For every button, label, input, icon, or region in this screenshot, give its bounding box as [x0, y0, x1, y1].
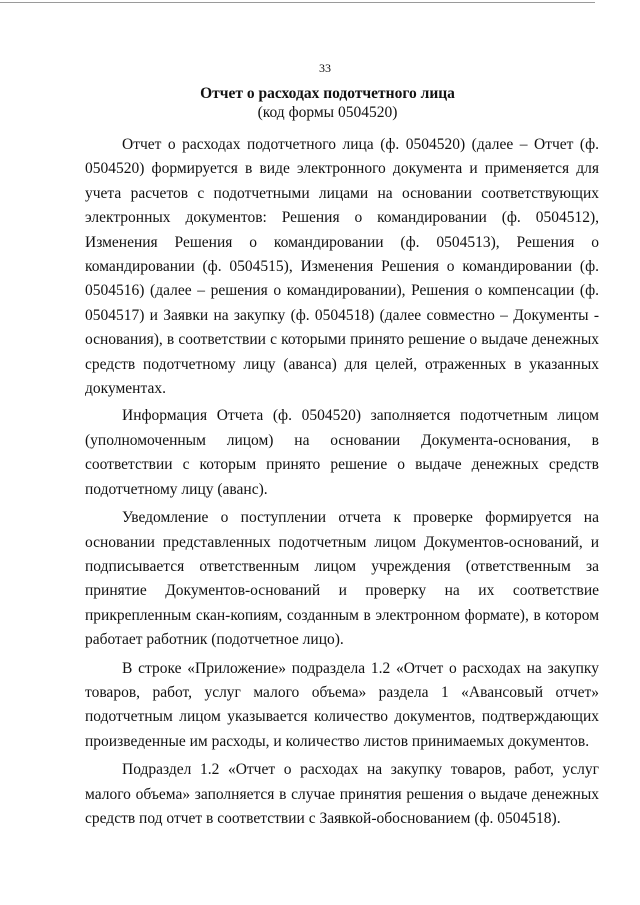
document-title: Отчет о расходах подотчетного лица: [200, 85, 455, 102]
paragraph-3: Уведомление о поступлении отчета к проверке формируется на основании представленных подотчетным лицом Документов-оснований, и подписывается ответственным лицом учреждения (ответственным за принятие Документов-оснований и проверку на их соответствие прикрепленным скан-копиям, созданным в электронном формате), в котором работает работник (подотчетное лицо).: [85, 509, 599, 649]
document-subtitle: (код формы 0504520): [257, 104, 398, 121]
document-body: [85, 133, 599, 831]
paragraph-5: Подраздел 1.2 «Отчет о расходах на закупку товаров, работ, услуг малого объема» заполняется в случае принятия решения о выдаче денежных средств под отчет в соответствии с Заявкой-обоснованием (ф. 0504518).: [85, 761, 599, 827]
page-number: 33: [319, 61, 331, 75]
top-border-line: [0, 2, 595, 3]
paragraph-4: В строке «Приложение» подраздела 1.2 «Отчет о расходах на закупку товаров, работ, услуг малого объема» раздела 1 «Авансовый отчет» подотчетным лицом указывается количество документов, подтверждающих произведенные им расходы, и количество листов принимаемых документов.: [85, 659, 599, 750]
paragraph-1: Отчет о расходах подотчетного лица (ф. 0504520) (далее – Отчет (ф. 0504520) формируется в виде электронного документа и применяется для учета расчетов с подотчетными лицами на основании соответствующих электронных документов: Решения о командировании (ф. 0504512), Изменения Решения о командировании (ф. 0504513), Решения о командировании (ф. 0504515), Изменения Решения о командировании (ф. 0504516) (далее – решения о командировании), Решения о компенсации (ф. 0504517) и Заявки на закупку (ф. 0504518) (далее совместно – Документы - основания), в соответствии с которыми принято решение о выдаче денежных средств подотчетному лицу (аванса) для целей, отраженных в указанных документах.: [85, 136, 599, 398]
paragraph-2: Информация Отчета (ф. 0504520) заполняется подотчетным лицом (уполномоченным лицом) на основании Документа-основания, в соответствии с которым принято решение о выдаче денежных средств подотчетному лицу (аванс).: [85, 407, 599, 498]
